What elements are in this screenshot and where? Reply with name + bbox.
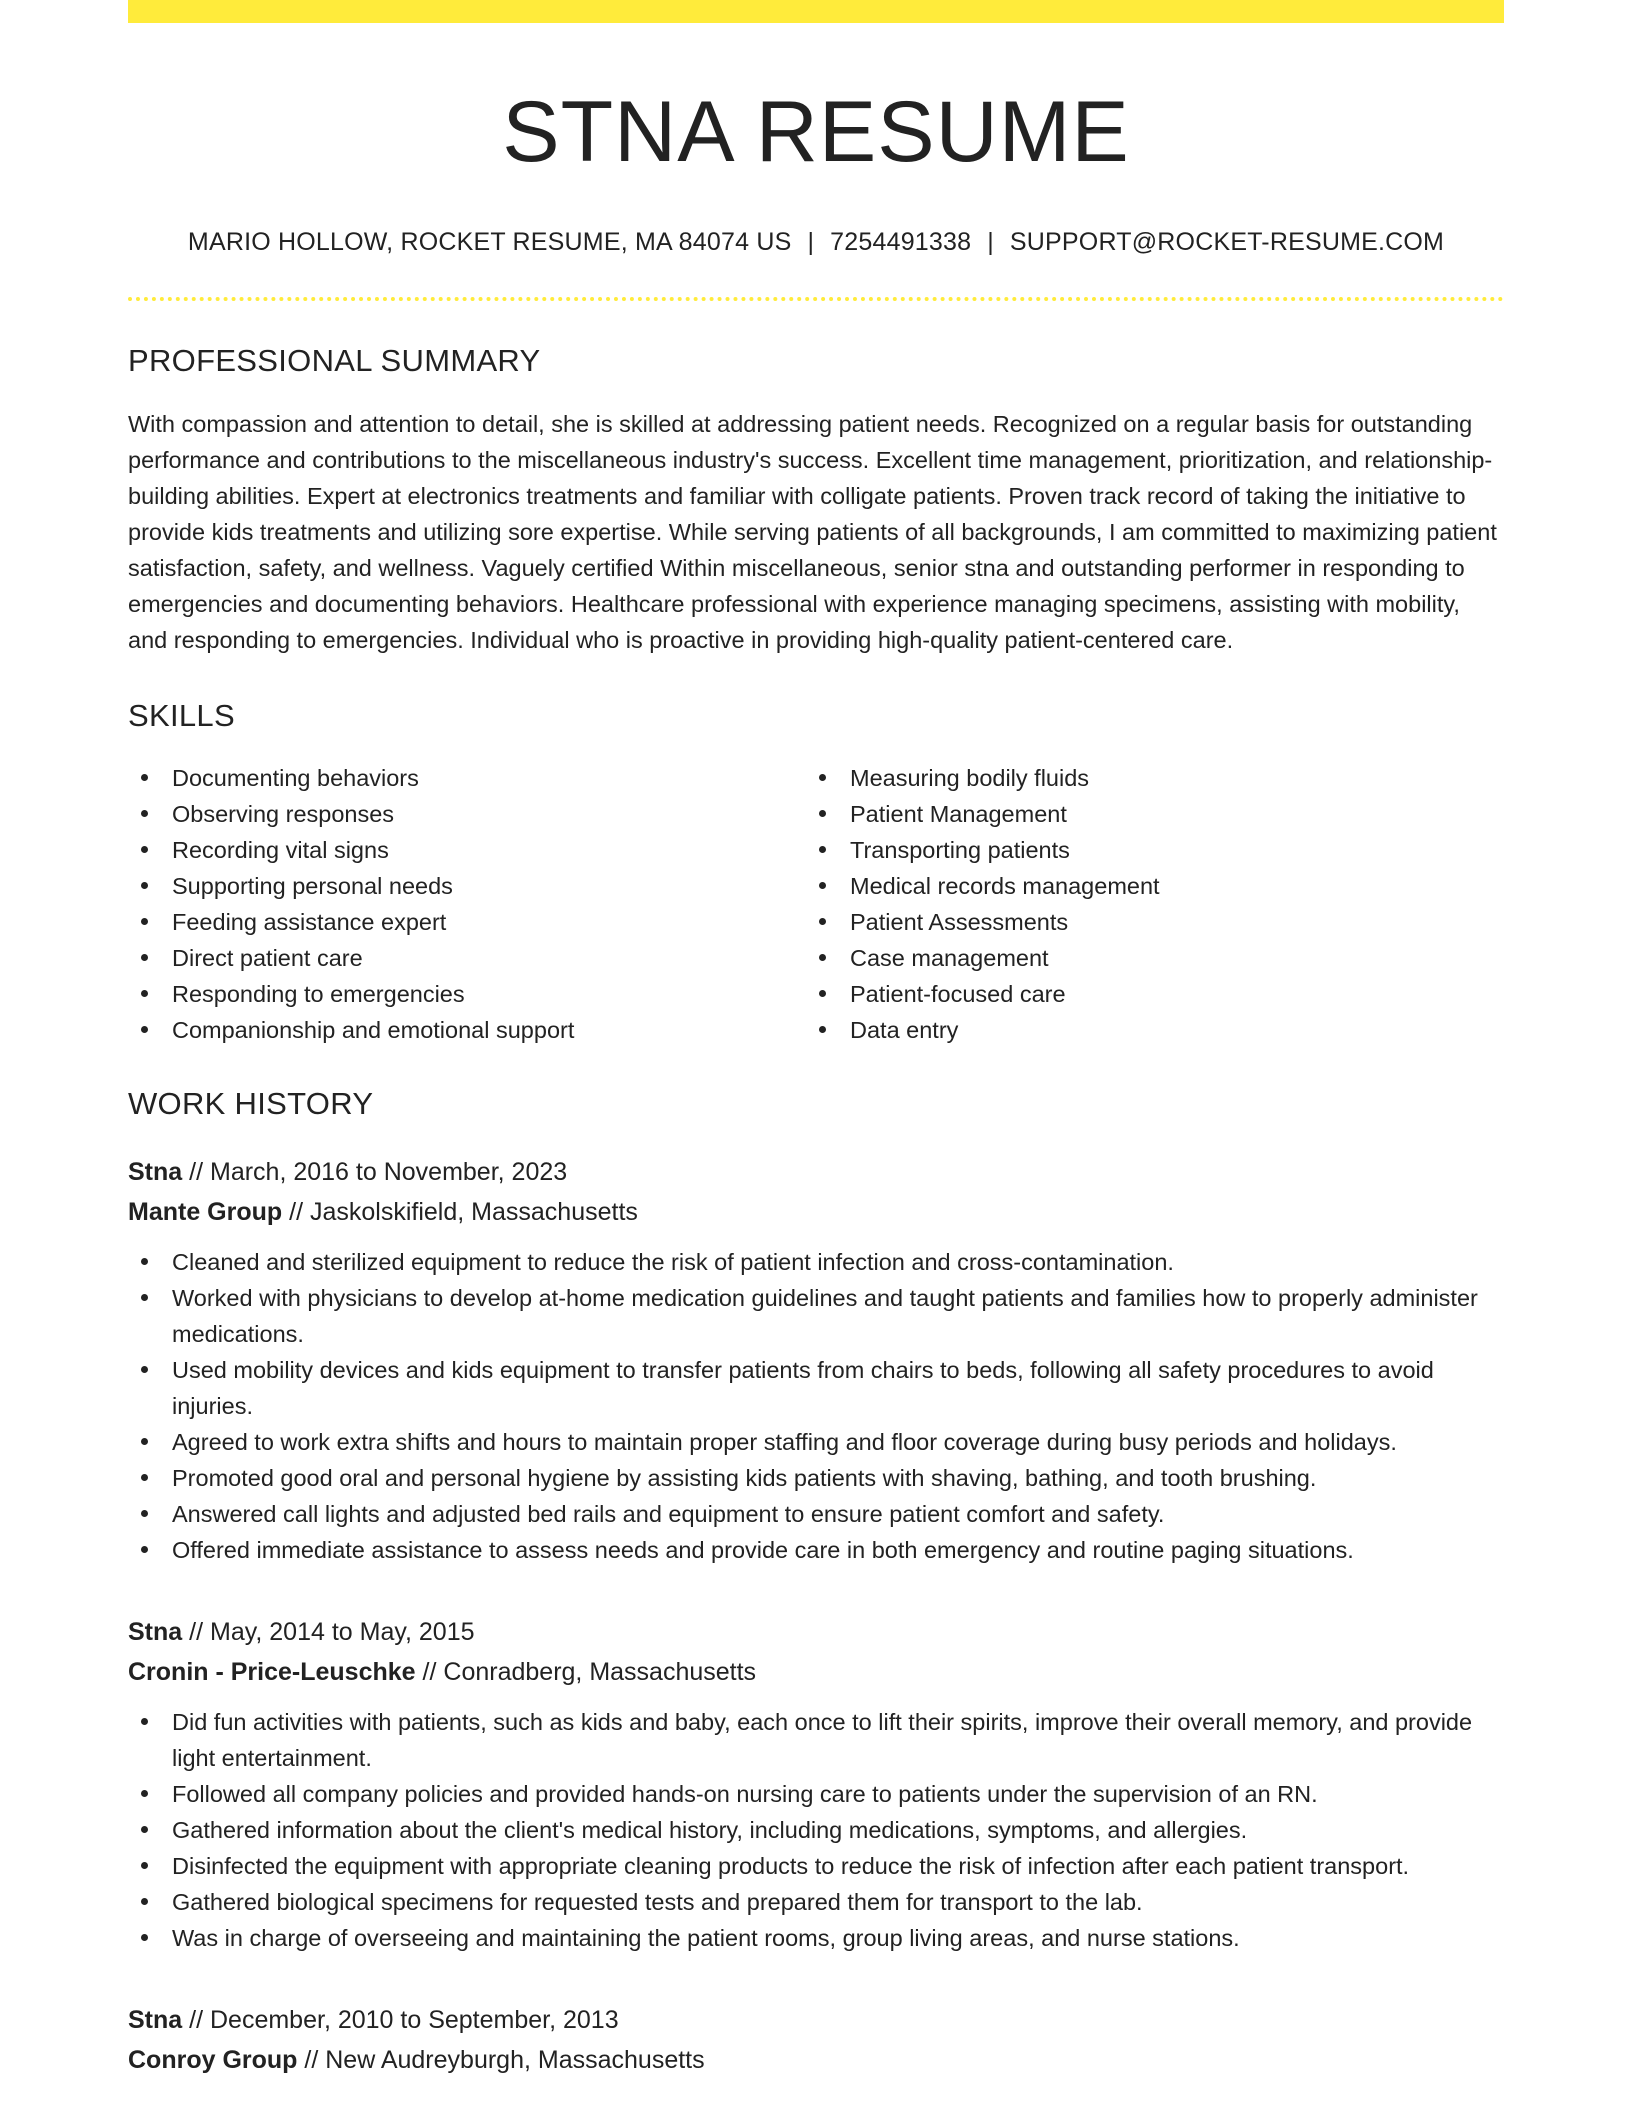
bullet-icon [141,1546,148,1553]
bullet-icon [141,954,148,961]
header-divider [128,297,1504,301]
list-item-text: Direct patient care [172,944,363,971]
skill-item [128,760,806,796]
contact-separator: | [807,228,815,257]
list-item-text: Cleaned and sterilized equipment to reduce the risk of patient infection and cross-contamination. [172,1248,1174,1275]
job-dates: March, 2016 to November, 2023 [210,1157,568,1186]
bullet-icon [141,1826,148,1833]
work-history-heading: WORK HISTORY [128,1085,374,1121]
job-duties-list [128,1704,1504,1956]
bullet-icon [819,1026,826,1033]
list-item-text: Disinfected the equipment with appropriate cleaning products to reduce the risk of infection after each patient transport. [172,1852,1410,1879]
skill-item [806,796,1484,832]
summary-text: With compassion and attention to detail, she is skilled at addressing patient needs. Recognized on a regular basis for outstanding performance and contributions to the miscellaneous industry's success. Excellent time management, prioritization, and relationship-building abilities. Expert at electronics treatments and familiar with colligate patients. Proven track record of taking the initiative to provide kids treatments and utilizing sore expertise. While serving patients of all backgrounds, I am committed to maximizing patient satisfaction, safety, and wellness. Vaguely certified Within miscellaneous, senior stna and outstanding performer in responding to emergencies and documenting behaviors. Healthcare professional with experience managing specimens, assisting with mobility, and responding to emergencies. Individual who is proactive in providing high-quality patient-centered care. [128,410,1497,653]
contact-separator: | [987,228,994,257]
list-item-text: Promoted good oral and personal hygiene by assisting kids patients with shaving, bathing, and tooth brushing. [172,1464,1317,1491]
bullet-icon [141,846,148,853]
job-entry [128,1612,1504,1956]
list-item-text: Followed all company policies and provided hands-on nursing care to patients under the supervision of an RN. [172,1780,1318,1807]
skills-left-column [128,760,806,1048]
job-dates: December, 2010 to September, 2013 [210,2005,619,2034]
contact-email: SUPPORT@ROCKET-RESUME.COM [1009,228,1445,257]
job-separator: // [189,1617,204,1646]
job-duty-item [128,1920,1504,1956]
list-item-text: Supporting personal needs [172,872,453,899]
summary-heading: PROFESSIONAL SUMMARY [128,342,541,378]
job-separator: // [422,1657,437,1686]
job-company-line [128,1652,1504,1692]
job-title-line [128,2000,1504,2040]
bullet-icon [141,1294,148,1301]
bullet-icon [141,1790,148,1797]
bullet-icon [141,1366,148,1373]
list-item-text: Patient Management [850,800,1067,827]
job-company: Cronin - Price-Leuschke [128,1657,416,1686]
bullet-icon [819,846,826,853]
skill-item [806,868,1484,904]
job-duty-item [128,1884,1504,1920]
bullet-icon [819,810,826,817]
resume-title: STNA RESUME [502,84,1130,180]
list-item-text: Observing responses [172,800,395,827]
skills-right-column [806,760,1484,1048]
list-item-text: Worked with physicians to develop at-home medication guidelines and taught patients and families how to properly administer medications. [172,1284,1478,1347]
skill-item [806,760,1484,796]
job-separator: // [289,1197,304,1226]
list-item-text: Documenting behaviors [172,764,419,791]
job-separator: // [189,1157,204,1186]
list-item-text: Patient Assessments [850,908,1069,935]
job-location: Conradberg, Massachusetts [443,1657,757,1686]
job-duty-item [128,1532,1504,1568]
list-item-text: Did fun activities with patients, such as kids and baby, each once to lift their spirits, improve their overall memory, and provide light entertainment. [172,1708,1473,1771]
skills-heading: SKILLS [128,697,235,733]
bullet-icon [819,954,826,961]
skill-item [806,1012,1484,1048]
list-item-text: Used mobility devices and kids equipment to transfer patients from chairs to beds, following all safety procedures to avoid injuries. [172,1356,1434,1419]
skill-item [128,868,806,904]
job-company: Mante Group [128,1197,283,1226]
job-title-line [128,1612,1504,1652]
job-duties-list [128,1244,1504,1568]
job-separator: // [304,2045,319,2074]
list-item-text: Feeding assistance expert [172,908,447,935]
list-item-text: Medical records management [850,872,1160,899]
skill-item [128,796,806,832]
bullet-icon [819,918,826,925]
bullet-icon [141,918,148,925]
list-item-text: Case management [850,944,1049,971]
resume-page [128,0,1504,2080]
list-item-text: Agreed to work extra shifts and hours to maintain proper staffing and floor coverage during busy periods and holidays. [172,1428,1397,1455]
skill-item [806,832,1484,868]
skill-item [806,976,1484,1012]
job-duty-item [128,1704,1504,1776]
skill-item [806,940,1484,976]
job-title: Stna [128,2005,183,2034]
skill-item [806,904,1484,940]
job-title: Stna [128,1157,183,1186]
bullet-icon [141,1862,148,1869]
bullet-icon [819,990,826,997]
job-duty-item [128,1460,1504,1496]
job-duty-item [128,1424,1504,1460]
list-item-text: Recording vital signs [172,836,389,863]
skill-item [128,904,806,940]
job-dates: May, 2014 to May, 2015 [210,1617,475,1646]
skill-item [128,976,806,1012]
job-duty-item [128,1496,1504,1532]
bullet-icon [141,1438,148,1445]
bullet-icon [141,1898,148,1905]
skills-grid [128,760,1504,1048]
skill-item [128,832,806,868]
skill-item [128,940,806,976]
bullet-icon [141,1026,148,1033]
job-duty-item [128,1848,1504,1884]
job-separator: // [189,2005,204,2034]
job-entry [128,1152,1504,1568]
job-entry [128,2000,1504,2080]
bullet-icon [141,990,148,997]
job-duty-item [128,1776,1504,1812]
bullet-icon [141,774,148,781]
list-item-text: Gathered biological specimens for requested tests and prepared them for transport to the lab. [172,1888,1143,1915]
job-company-line [128,2040,1504,2080]
job-title-line [128,1152,1504,1192]
list-item-text: Gathered information about the client's medical history, including medications, symptoms, and allergies. [172,1816,1248,1843]
list-item-text: Measuring bodily fluids [850,764,1090,791]
list-item-text: Companionship and emotional support [172,1016,575,1043]
job-location: Jaskolskifield, Massachusetts [309,1197,638,1226]
bullet-icon [141,1510,148,1517]
contact-line [128,226,1504,259]
list-item-text: Transporting patients [850,836,1070,863]
job-title: Stna [128,1617,183,1646]
work-history-list [128,1152,1504,2080]
list-item-text: Answered call lights and adjusted bed rails and equipment to ensure patient comfort and safety. [172,1500,1165,1527]
bullet-icon [141,1718,148,1725]
top-accent-bar [128,0,1504,23]
job-location: New Audreyburgh, Massachusetts [325,2045,705,2074]
list-item-text: Was in charge of overseeing and maintaining the patient rooms, group living areas, and nurse stations. [172,1924,1240,1951]
job-duty-item [128,1244,1504,1280]
list-item-text: Responding to emergencies [172,980,465,1007]
list-item-text: Offered immediate assistance to assess needs and provide care in both emergency and routine paging situations. [172,1536,1354,1563]
bullet-icon [819,882,826,889]
bullet-icon [819,774,826,781]
bullet-icon [141,810,148,817]
job-company: Conroy Group [128,2045,298,2074]
list-item-text: Data entry [850,1016,959,1043]
job-duty-item [128,1352,1504,1424]
list-item-text: Patient-focused care [850,980,1066,1007]
job-company-line [128,1192,1504,1232]
contact-phone: 7254491338 [830,228,972,257]
bullet-icon [141,1258,148,1265]
job-duty-item [128,1280,1504,1352]
contact-address: MARIO HOLLOW, ROCKET RESUME, MA 84074 US [187,228,792,257]
bullet-icon [141,1934,148,1941]
bullet-icon [141,1474,148,1481]
skill-item [128,1012,806,1048]
bullet-icon [141,882,148,889]
job-duty-item [128,1812,1504,1848]
